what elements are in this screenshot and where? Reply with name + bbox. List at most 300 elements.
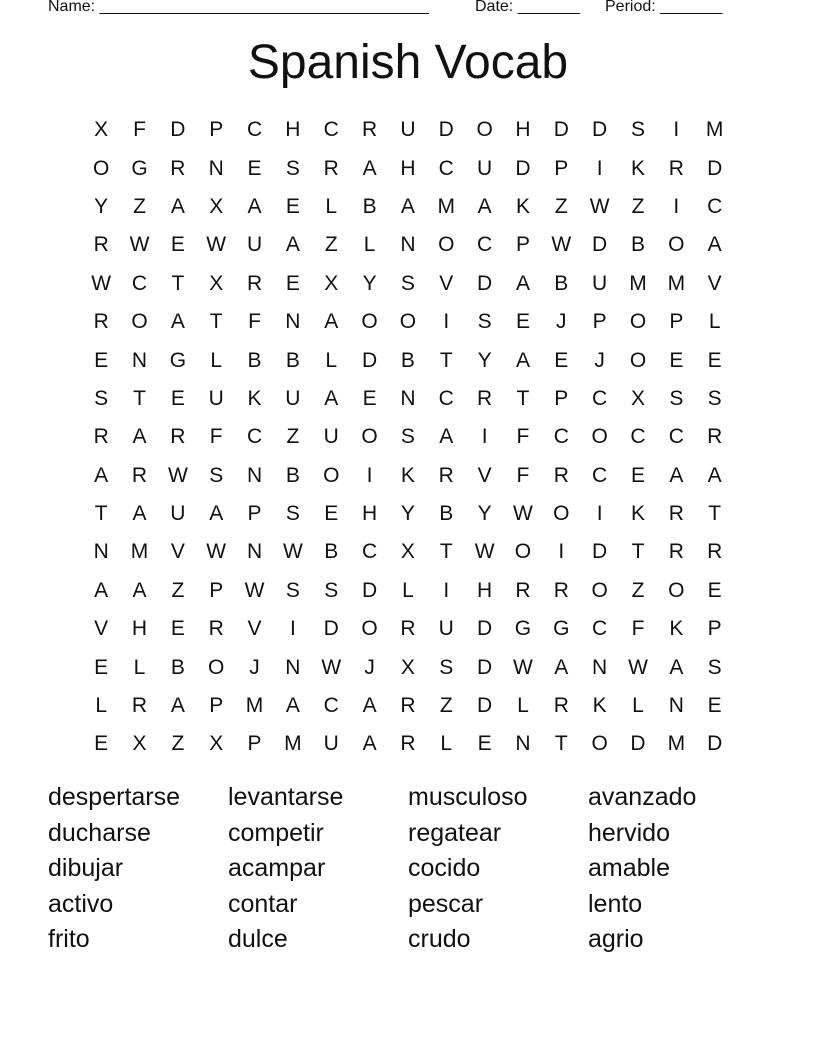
grid-letter: C xyxy=(477,233,493,257)
grid-letter: A xyxy=(362,732,377,756)
grid-row xyxy=(82,149,734,187)
grid-letter: E xyxy=(707,694,722,718)
grid-letter: O xyxy=(668,233,685,257)
grid-letter: R xyxy=(93,233,109,257)
grid-letter: X xyxy=(132,732,147,756)
grid-letter: S xyxy=(400,271,415,295)
grid-letter: R xyxy=(131,463,148,487)
grid-letter: A xyxy=(362,156,377,180)
grid-letter: L xyxy=(95,694,108,718)
word-bank-item: levantarse xyxy=(228,783,344,811)
grid-letter: U xyxy=(285,386,301,410)
grid-letter: W xyxy=(206,233,227,257)
grid-letter: I xyxy=(481,425,488,449)
grid-letter: E xyxy=(362,386,377,410)
grid-letter: R xyxy=(93,425,109,449)
grid-letter: A xyxy=(170,194,185,218)
grid-letter: E xyxy=(170,233,185,257)
grid-letter: I xyxy=(366,463,373,487)
grid-letter: F xyxy=(248,310,261,334)
grid-letter: R xyxy=(208,617,224,641)
grid-letter: A xyxy=(554,655,569,679)
grid-letter: O xyxy=(629,310,647,334)
grid-letter: O xyxy=(361,425,378,449)
grid-row xyxy=(82,265,734,303)
grid-letter: P xyxy=(707,617,722,641)
grid-letter: L xyxy=(708,310,721,334)
grid-row xyxy=(82,188,734,226)
word-bank-item: activo xyxy=(48,889,114,918)
grid-letter: Z xyxy=(324,233,338,257)
grid-row xyxy=(82,341,734,379)
grid-letter: R xyxy=(323,156,339,180)
grid-letter: D xyxy=(361,348,378,372)
grid-letter: N xyxy=(515,732,531,756)
grid-letter: E xyxy=(669,348,684,372)
grid-letter: T xyxy=(171,271,185,295)
grid-letter: F xyxy=(516,425,530,449)
grid-letter: O xyxy=(361,617,378,641)
grid-letter: M xyxy=(437,194,456,218)
grid-letter: U xyxy=(323,732,339,756)
grid-letter: C xyxy=(707,194,723,218)
grid-letter: S xyxy=(400,425,415,449)
grid-letter: E xyxy=(707,578,722,602)
grid-row xyxy=(82,303,734,341)
grid-letter: O xyxy=(399,310,417,334)
grid-letter: G xyxy=(169,348,187,372)
grid-letter: P xyxy=(515,233,530,257)
grid-letter: C xyxy=(246,425,263,449)
grid-letter: K xyxy=(630,502,645,526)
grid-letter: U xyxy=(592,271,608,295)
grid-letter: E xyxy=(170,617,185,641)
grid-letter: W xyxy=(513,502,533,526)
grid-letter: V xyxy=(477,463,492,487)
grid-letter: N xyxy=(400,386,416,410)
grid-letter: U xyxy=(170,502,186,526)
grid-letter: W xyxy=(589,194,610,218)
word-bank-item: competir xyxy=(228,818,324,847)
word-bank-item: lento xyxy=(588,889,643,918)
grid-letter: L xyxy=(210,348,223,372)
word-bank-item: hervido xyxy=(588,818,670,847)
grid-letter: A xyxy=(669,463,684,487)
grid-letter: T xyxy=(209,310,223,334)
word-bank-item: pescar xyxy=(408,889,484,918)
grid-letter: W xyxy=(244,578,265,602)
grid-letter: O xyxy=(208,655,225,679)
grid-letter: U xyxy=(438,617,454,641)
grid-letter: E xyxy=(247,156,262,180)
grid-letter: E xyxy=(630,463,645,487)
word-bank-item: dulce xyxy=(228,925,288,954)
grid-letter: T xyxy=(133,386,146,410)
grid-letter: O xyxy=(514,540,532,564)
grid-letter: F xyxy=(631,617,645,641)
grid-letter: A xyxy=(170,694,185,718)
grid-letter: W xyxy=(91,271,112,295)
grid-letter: O xyxy=(553,502,570,526)
grid-letter: A xyxy=(247,194,262,218)
grid-letter: G xyxy=(553,617,570,641)
word-bank-item: contar xyxy=(228,889,298,918)
grid-letter: A xyxy=(515,271,530,295)
grid-letter: P xyxy=(554,386,569,410)
grid-letter: A xyxy=(285,694,300,718)
grid-letter: L xyxy=(325,194,338,218)
grid-letter: J xyxy=(364,655,375,679)
grid-letter: D xyxy=(592,118,608,142)
grid-letter: W xyxy=(167,463,188,487)
grid-letter: P xyxy=(669,310,684,334)
grid-letter: V xyxy=(94,617,109,641)
grid-letter: A xyxy=(439,425,454,449)
grid-letter: Y xyxy=(362,271,377,295)
grid-letter: S xyxy=(439,655,454,679)
grid-letter: R xyxy=(438,463,454,487)
grid-letter: I xyxy=(673,118,680,142)
grid-letter: Z xyxy=(554,194,568,218)
grid-letter: R xyxy=(553,463,569,487)
grid-letter: N xyxy=(285,655,301,679)
grid-letter: X xyxy=(324,271,339,295)
grid-letter: B xyxy=(285,348,300,372)
word-bank-item: despertarse xyxy=(48,783,181,811)
grid-letter: K xyxy=(592,694,607,718)
grid-letter: A xyxy=(707,233,722,257)
grid-letter: E xyxy=(477,732,492,756)
grid-letter: X xyxy=(400,540,415,564)
word-bank-item: musculoso xyxy=(408,783,528,811)
grid-letter: U xyxy=(323,425,339,449)
grid-letter: J xyxy=(249,655,260,679)
grid-letter: H xyxy=(515,118,531,142)
grid-letter: H xyxy=(285,118,301,142)
grid-letter: A xyxy=(132,502,147,526)
grid-letter: R xyxy=(361,118,378,142)
grid-letter: B xyxy=(630,233,645,257)
grid-letter: Z xyxy=(171,732,185,756)
grid-letter: D xyxy=(592,540,608,564)
grid-letter: B xyxy=(324,540,339,564)
grid-letter: V xyxy=(707,271,722,295)
header-line xyxy=(48,0,748,18)
grid-row xyxy=(82,495,734,533)
grid-letter: D xyxy=(361,578,378,602)
grid-letter: P xyxy=(247,502,262,526)
grid-letter: F xyxy=(133,118,146,142)
grid-letter: P xyxy=(209,578,224,602)
grid-letter: E xyxy=(285,194,300,218)
word-bank-item: frito xyxy=(48,925,90,954)
grid-letter: A xyxy=(477,194,492,218)
grid-letter: R xyxy=(553,694,569,718)
word-bank-item: dibujar xyxy=(48,854,124,883)
grid-letter: B xyxy=(400,348,415,372)
grid-letter: T xyxy=(554,732,568,756)
grid-letter: I xyxy=(443,578,450,602)
grid-letter: N xyxy=(400,233,416,257)
grid-letter: C xyxy=(323,694,339,718)
grid-letter: E xyxy=(94,732,109,756)
grid-letter: A xyxy=(132,425,147,449)
grid-letter: K xyxy=(400,463,415,487)
grid-letter: D xyxy=(553,118,569,142)
grid-letter: C xyxy=(438,156,454,180)
grid-letter: D xyxy=(630,732,646,756)
grid-letter: W xyxy=(282,540,303,564)
grid-letter: S xyxy=(285,156,300,180)
grid-letter: A xyxy=(94,463,109,487)
grid-letter: A xyxy=(94,578,109,602)
grid-letter: W xyxy=(321,655,342,679)
grid-letter: Z xyxy=(133,194,146,218)
grid-letter: Y xyxy=(94,194,109,218)
grid-letter: T xyxy=(439,348,453,372)
grid-letter: C xyxy=(553,425,569,449)
word-bank-item: agrio xyxy=(588,925,644,954)
grid-letter: Z xyxy=(286,425,300,449)
grid-row xyxy=(82,648,734,686)
grid-letter: J xyxy=(556,310,567,334)
grid-letter: B xyxy=(247,348,262,372)
grid-letter: O xyxy=(591,425,608,449)
grid-letter: A xyxy=(400,194,415,218)
grid-letter: O xyxy=(93,156,110,180)
grid-letter: D xyxy=(170,118,186,142)
grid-letter: N xyxy=(246,540,263,564)
grid-letter: O xyxy=(668,578,685,602)
grid-letter: O xyxy=(591,732,608,756)
grid-letter: E xyxy=(170,386,185,410)
grid-letter: R xyxy=(131,694,148,718)
grid-letter: C xyxy=(438,386,454,410)
grid-letter: C xyxy=(592,386,608,410)
grid-letter: B xyxy=(362,194,377,218)
word-bank-item: amable xyxy=(588,854,670,883)
grid-letter: R xyxy=(668,540,684,564)
grid-letter: P xyxy=(554,156,569,180)
grid-letter: E xyxy=(554,348,569,372)
grid-letter: U xyxy=(208,386,224,410)
grid-letter: I xyxy=(443,310,450,334)
grid-letter: D xyxy=(323,617,339,641)
grid-letter: O xyxy=(361,310,378,334)
grid-letter: V xyxy=(247,617,262,641)
grid-letter: L xyxy=(402,578,414,602)
grid-letter: K xyxy=(247,386,262,410)
grid-letter: D xyxy=(515,156,531,180)
name-field-label: Name: _____________________________________ xyxy=(48,0,429,15)
grid-letter: E xyxy=(324,502,339,526)
grid-letter: E xyxy=(515,310,530,334)
grid-letter: W xyxy=(129,233,150,257)
grid-letter: A xyxy=(515,348,530,372)
grid-letter: M xyxy=(667,271,686,295)
grid-letter: M xyxy=(245,694,264,718)
grid-letter: L xyxy=(440,732,453,756)
grid-letter: C xyxy=(592,617,608,641)
grid-row xyxy=(82,418,734,456)
grid-letter: D xyxy=(477,617,493,641)
word-bank-item: ducharse xyxy=(48,818,151,847)
grid-letter: T xyxy=(439,540,453,564)
grid-letter: A xyxy=(707,463,722,487)
grid-letter: O xyxy=(131,310,148,334)
grid-letter: L xyxy=(517,694,529,718)
word-bank-item: regatear xyxy=(408,818,502,847)
grid-letter: A xyxy=(170,310,185,334)
grid-letter: W xyxy=(474,540,495,564)
grid-letter: C xyxy=(668,425,684,449)
grid-letter: D xyxy=(592,233,608,257)
grid-letter: I xyxy=(558,540,565,564)
grid-row xyxy=(82,226,734,264)
grid-letter: N xyxy=(93,540,109,564)
grid-letter: D xyxy=(707,732,723,756)
grid-letter: X xyxy=(400,655,415,679)
grid-letter: R xyxy=(668,502,684,526)
grid-letter: B xyxy=(170,655,185,679)
grid-letter: U xyxy=(246,233,263,257)
grid-letter: M xyxy=(667,732,686,756)
grid-letter: D xyxy=(477,655,493,679)
grid-letter: T xyxy=(631,540,645,564)
grid-letter: A xyxy=(285,233,300,257)
grid-letter: R xyxy=(515,578,531,602)
grid-letter: O xyxy=(476,118,493,142)
grid-letter: S xyxy=(324,578,339,602)
grid-letter: Z xyxy=(631,578,645,602)
grid-letter: S xyxy=(630,118,645,142)
grid-row xyxy=(82,533,734,571)
grid-letter: P xyxy=(209,694,224,718)
grid-letter: Z xyxy=(439,694,453,718)
grid-letter: R xyxy=(170,425,186,449)
grid-letter: R xyxy=(477,386,493,410)
grid-letter: C xyxy=(246,118,263,142)
word-search-grid xyxy=(82,111,734,764)
grid-letter: L xyxy=(133,655,146,679)
grid-letter: R xyxy=(668,156,684,180)
grid-letter: P xyxy=(209,118,224,142)
grid-letter: F xyxy=(209,425,223,449)
grid-letter: X xyxy=(209,732,224,756)
grid-letter: J xyxy=(594,348,605,372)
grid-letter: G xyxy=(514,617,532,641)
date-field-label: Date: _______ xyxy=(475,0,580,15)
grid-letter: S xyxy=(477,310,492,334)
grid-letter: L xyxy=(363,233,376,257)
grid-letter: N xyxy=(285,310,301,334)
grid-letter: E xyxy=(707,348,722,372)
grid-letter: A xyxy=(669,655,684,679)
grid-letter: C xyxy=(131,271,148,295)
grid-letter: M xyxy=(705,118,724,142)
grid-letter: Z xyxy=(171,578,185,602)
grid-letter: R xyxy=(400,732,416,756)
grid-letter: X xyxy=(630,386,645,410)
grid-letter: M xyxy=(284,732,302,756)
grid-row xyxy=(82,380,734,418)
word-bank-item: acampar xyxy=(228,854,326,883)
grid-letter: T xyxy=(708,502,722,526)
grid-letter: H xyxy=(131,617,148,641)
grid-letter: O xyxy=(629,348,647,372)
grid-letter: S xyxy=(285,578,300,602)
grid-letter: P xyxy=(592,310,607,334)
grid-letter: L xyxy=(325,348,338,372)
grid-letter: M xyxy=(629,271,647,295)
grid-letter: E xyxy=(94,655,109,679)
grid-letter: R xyxy=(400,617,416,641)
grid-letter: F xyxy=(516,463,530,487)
grid-letter: D xyxy=(477,694,493,718)
grid-letter: Y xyxy=(477,348,492,372)
grid-letter: W xyxy=(513,655,533,679)
grid-letter: K xyxy=(669,617,684,641)
grid-letter: D xyxy=(438,118,454,142)
grid-letter: G xyxy=(131,156,148,180)
grid-letter: R xyxy=(553,578,569,602)
grid-letter: I xyxy=(596,156,603,180)
grid-letter: C xyxy=(630,425,646,449)
grid-row xyxy=(82,457,734,495)
page-title: Spanish Vocab xyxy=(247,36,569,89)
grid-letter: S xyxy=(707,655,722,679)
grid-letter: A xyxy=(324,310,339,334)
grid-letter: T xyxy=(516,386,530,410)
grid-letter: B xyxy=(439,502,454,526)
grid-letter: W xyxy=(551,233,572,257)
grid-letter: S xyxy=(209,463,224,487)
grid-letter: A xyxy=(362,694,377,718)
grid-letter: N xyxy=(208,156,224,180)
grid-letter: X xyxy=(94,118,109,142)
grid-letter: A xyxy=(324,386,339,410)
grid-letter: C xyxy=(361,540,378,564)
grid-letter: Y xyxy=(477,502,492,526)
grid-letter: O xyxy=(591,578,608,602)
grid-letter: U xyxy=(400,118,416,142)
grid-letter: Z xyxy=(631,194,645,218)
grid-row xyxy=(82,111,734,149)
grid-letter: A xyxy=(209,502,224,526)
grid-letter: M xyxy=(130,540,149,564)
grid-letter: V xyxy=(439,271,454,295)
grid-letter: X xyxy=(209,271,224,295)
word-bank-item: cocido xyxy=(408,854,481,883)
grid-letter: U xyxy=(477,156,493,180)
grid-letter: O xyxy=(438,233,455,257)
word-bank xyxy=(48,779,768,957)
grid-letter: Y xyxy=(400,502,415,526)
word-bank-item: crudo xyxy=(408,925,471,954)
grid-letter: V xyxy=(170,540,185,564)
grid-letter: S xyxy=(707,386,722,410)
grid-row xyxy=(82,610,734,648)
grid-letter: N xyxy=(246,463,263,487)
grid-letter: B xyxy=(285,463,300,487)
grid-letter: I xyxy=(673,194,680,218)
grid-letter: C xyxy=(592,463,608,487)
grid-letter: R xyxy=(170,156,186,180)
grid-letter: R xyxy=(707,540,723,564)
grid-row xyxy=(82,572,734,610)
grid-letter: C xyxy=(323,118,339,142)
grid-letter: L xyxy=(632,694,644,718)
